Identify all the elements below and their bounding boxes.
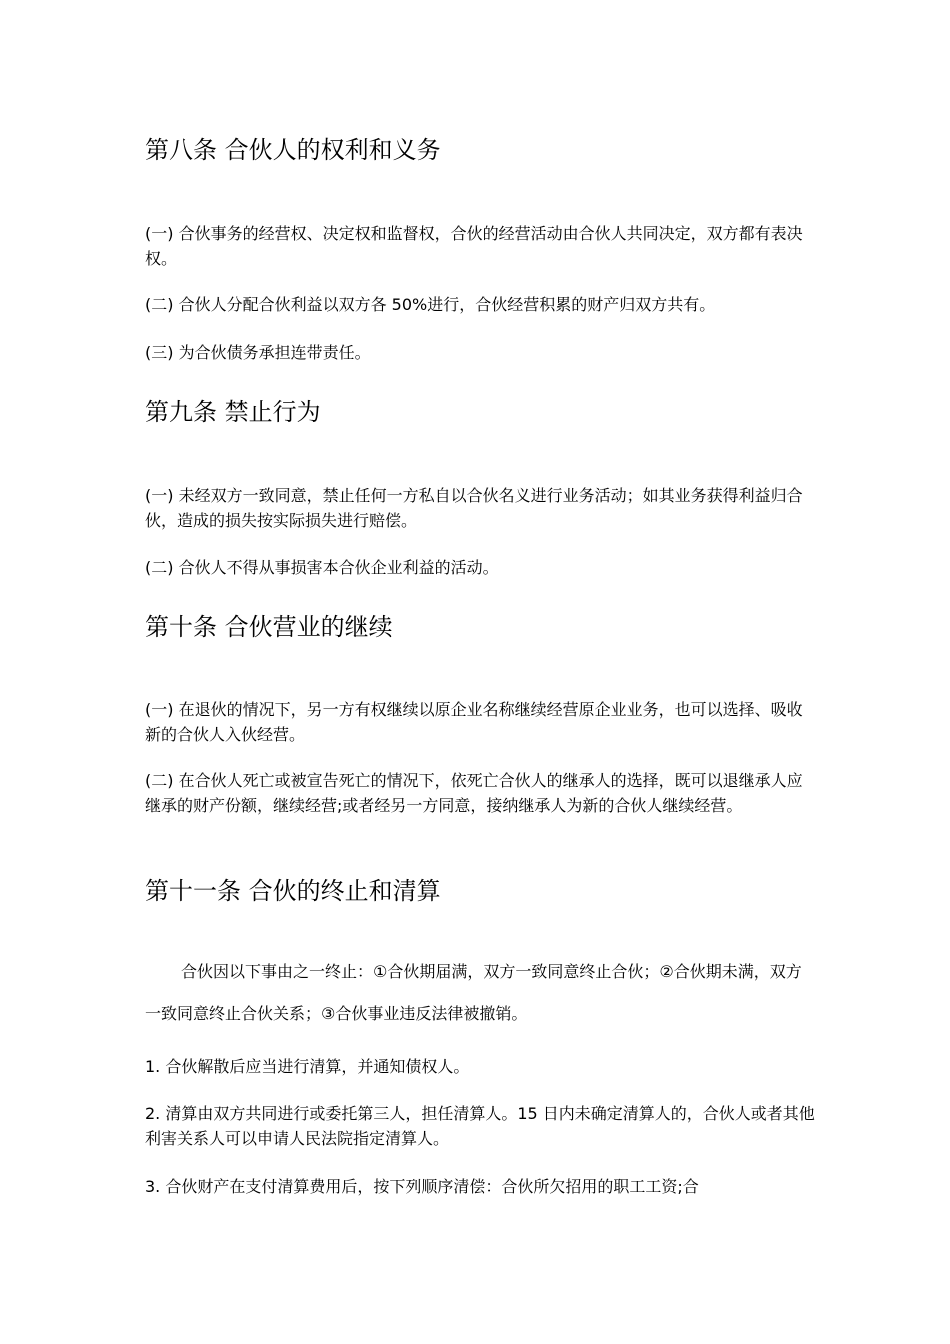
list-item: 1. 合伙解散后应当进行清算，并通知债权人。 — [145, 1057, 470, 1076]
section-heading-article-11: 第十一条 合伙的终止和清算 — [145, 877, 441, 905]
section-heading-article-9: 第九条 禁止行为 — [145, 398, 321, 426]
section-heading-article-10: 第十条 合伙营业的继续 — [145, 613, 393, 641]
list-item: 2. 清算由双方共同进行或委托第三人，担任清算人。15 日内未确定清算人的，合伙人或者其他利害关系人可以申请人民法院指定清算人。 — [145, 1104, 815, 1148]
paragraph: (一) 未经双方一致同意，禁止任何一方私自以合伙名义进行业务活动；如其业务获得利益归合伙，造成的损失按实际损失进行赔偿。 — [145, 486, 803, 530]
list-item: 3. 合伙财产在支付清算费用后，按下列顺序清偿：合伙所欠招用的职工工资;合 — [145, 1177, 699, 1196]
paragraph: 合伙因以下事由之一终止：①合伙期届满，双方一致同意终止合伙；②合伙期未满，双方一致同意终止合伙关系；③合伙事业违反法律被撤销。 — [145, 962, 802, 1023]
paragraph: (一) 合伙事务的经营权、决定权和监督权，合伙的经营活动由合伙人共同决定，双方都有表决权。 — [145, 224, 803, 268]
paragraph: (二) 合伙人分配合伙利益以双方各 50%进行，合伙经营积累的财产归双方共有。 — [145, 295, 716, 314]
paragraph: (三) 为合伙债务承担连带责任。 — [145, 343, 371, 362]
paragraph: (二) 在合伙人死亡或被宣告死亡的情况下，依死亡合伙人的继承人的选择，既可以退继承人应继承的财产份额，继续经营;或者经另一方同意，接纳继承人为新的合伙人继续经营。 — [145, 771, 803, 815]
paragraph: (一) 在退伙的情况下，另一方有权继续以原企业名称继续经营原企业业务，也可以选择、吸收新的合伙人入伙经营。 — [145, 700, 803, 744]
paragraph: (二) 合伙人不得从事损害本合伙企业利益的活动。 — [145, 558, 499, 577]
section-heading-article-8: 第八条 合伙人的权利和义务 — [145, 136, 441, 164]
